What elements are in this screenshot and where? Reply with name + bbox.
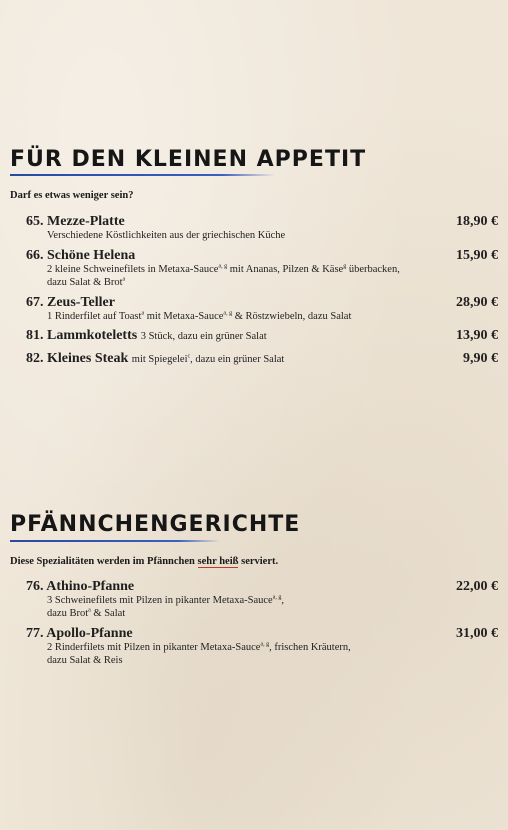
menu-item — [26, 626, 498, 667]
item-price: 9,90 € — [463, 351, 498, 366]
item-name: Athino-Pfanne — [46, 579, 135, 594]
item-name: Kleines Steak — [47, 351, 129, 366]
title-underline — [10, 540, 220, 542]
item-inline-description: mit Spiegelei$^c$, dazu ein grüner Salat — [131, 353, 285, 365]
item-number: 65. — [26, 214, 44, 229]
section-subtitle: Darf es etwas weniger sein? — [10, 190, 134, 201]
menu-item — [26, 295, 498, 324]
item-inline-description: 3 Stück, dazu ein grüner Salat — [140, 331, 267, 342]
menu-item — [26, 351, 498, 368]
section-title: PFÄNNCHENGERICHTE — [10, 512, 301, 537]
item-price: 22,00 € — [456, 579, 498, 594]
item-price: 15,90 € — [456, 248, 498, 263]
title-underline — [10, 174, 275, 176]
menu-item — [26, 248, 498, 289]
item-description: dazu Brot$^a$ & Salat — [47, 607, 126, 619]
item-number: 76. — [26, 579, 44, 594]
item-description: Verschiedene Köstlichkeiten aus der griechischen Küche — [47, 230, 286, 241]
item-price: 13,90 € — [456, 328, 498, 343]
section-title: FÜR DEN KLEINEN APPETIT — [10, 147, 367, 172]
item-number: 67. — [26, 295, 44, 310]
item-number: 77. — [26, 626, 44, 641]
item-description: dazu Salat & Reis — [47, 654, 123, 666]
item-name: Schöne Helena — [47, 248, 136, 263]
item-name: Mezze-Platte — [47, 214, 125, 229]
menu-item — [26, 214, 498, 243]
item-description: 3 Schweinefilets mit Pilzen in pikanter Metaxa-Sauce$^{a, g}$, — [47, 594, 284, 606]
item-price: 31,00 € — [456, 626, 498, 641]
item-description: 1 Rinderfilet auf Toast$^a$ mit Metaxa-Sauce$^{a, g}$ & Röstzwiebeln, dazu Salat — [47, 310, 352, 322]
item-description: 2 Rinderfilets mit Pilzen in pikanter Metaxa-Sauce$^{a, g}$, frischen Kräutern, — [47, 641, 351, 653]
item-number: 81. — [26, 328, 44, 343]
item-price: 18,90 € — [456, 214, 498, 229]
menu-item — [26, 579, 498, 620]
item-number: 66. — [26, 248, 44, 263]
item-price: 28,90 € — [456, 295, 498, 310]
item-description: 2 kleine Schweinefilets in Metaxa-Sauce$^{a, g}$ mit Ananas, Pilzen & Käse$^g$ überbacken, — [47, 263, 400, 275]
item-description: dazu Salat & Brot$^a$ — [47, 276, 126, 288]
item-name: Apollo-Pfanne — [46, 626, 133, 641]
menu-item — [26, 328, 498, 345]
item-number: 82. — [26, 351, 44, 366]
subtitle-highlight: sehr heiß — [197, 556, 239, 567]
item-name: Zeus-Teller — [47, 295, 115, 310]
item-name: Lammkoteletts — [47, 328, 138, 343]
section-subtitle: Diese Spezialitäten werden im Pfännchen sehr heiß serviert. — [10, 556, 279, 567]
